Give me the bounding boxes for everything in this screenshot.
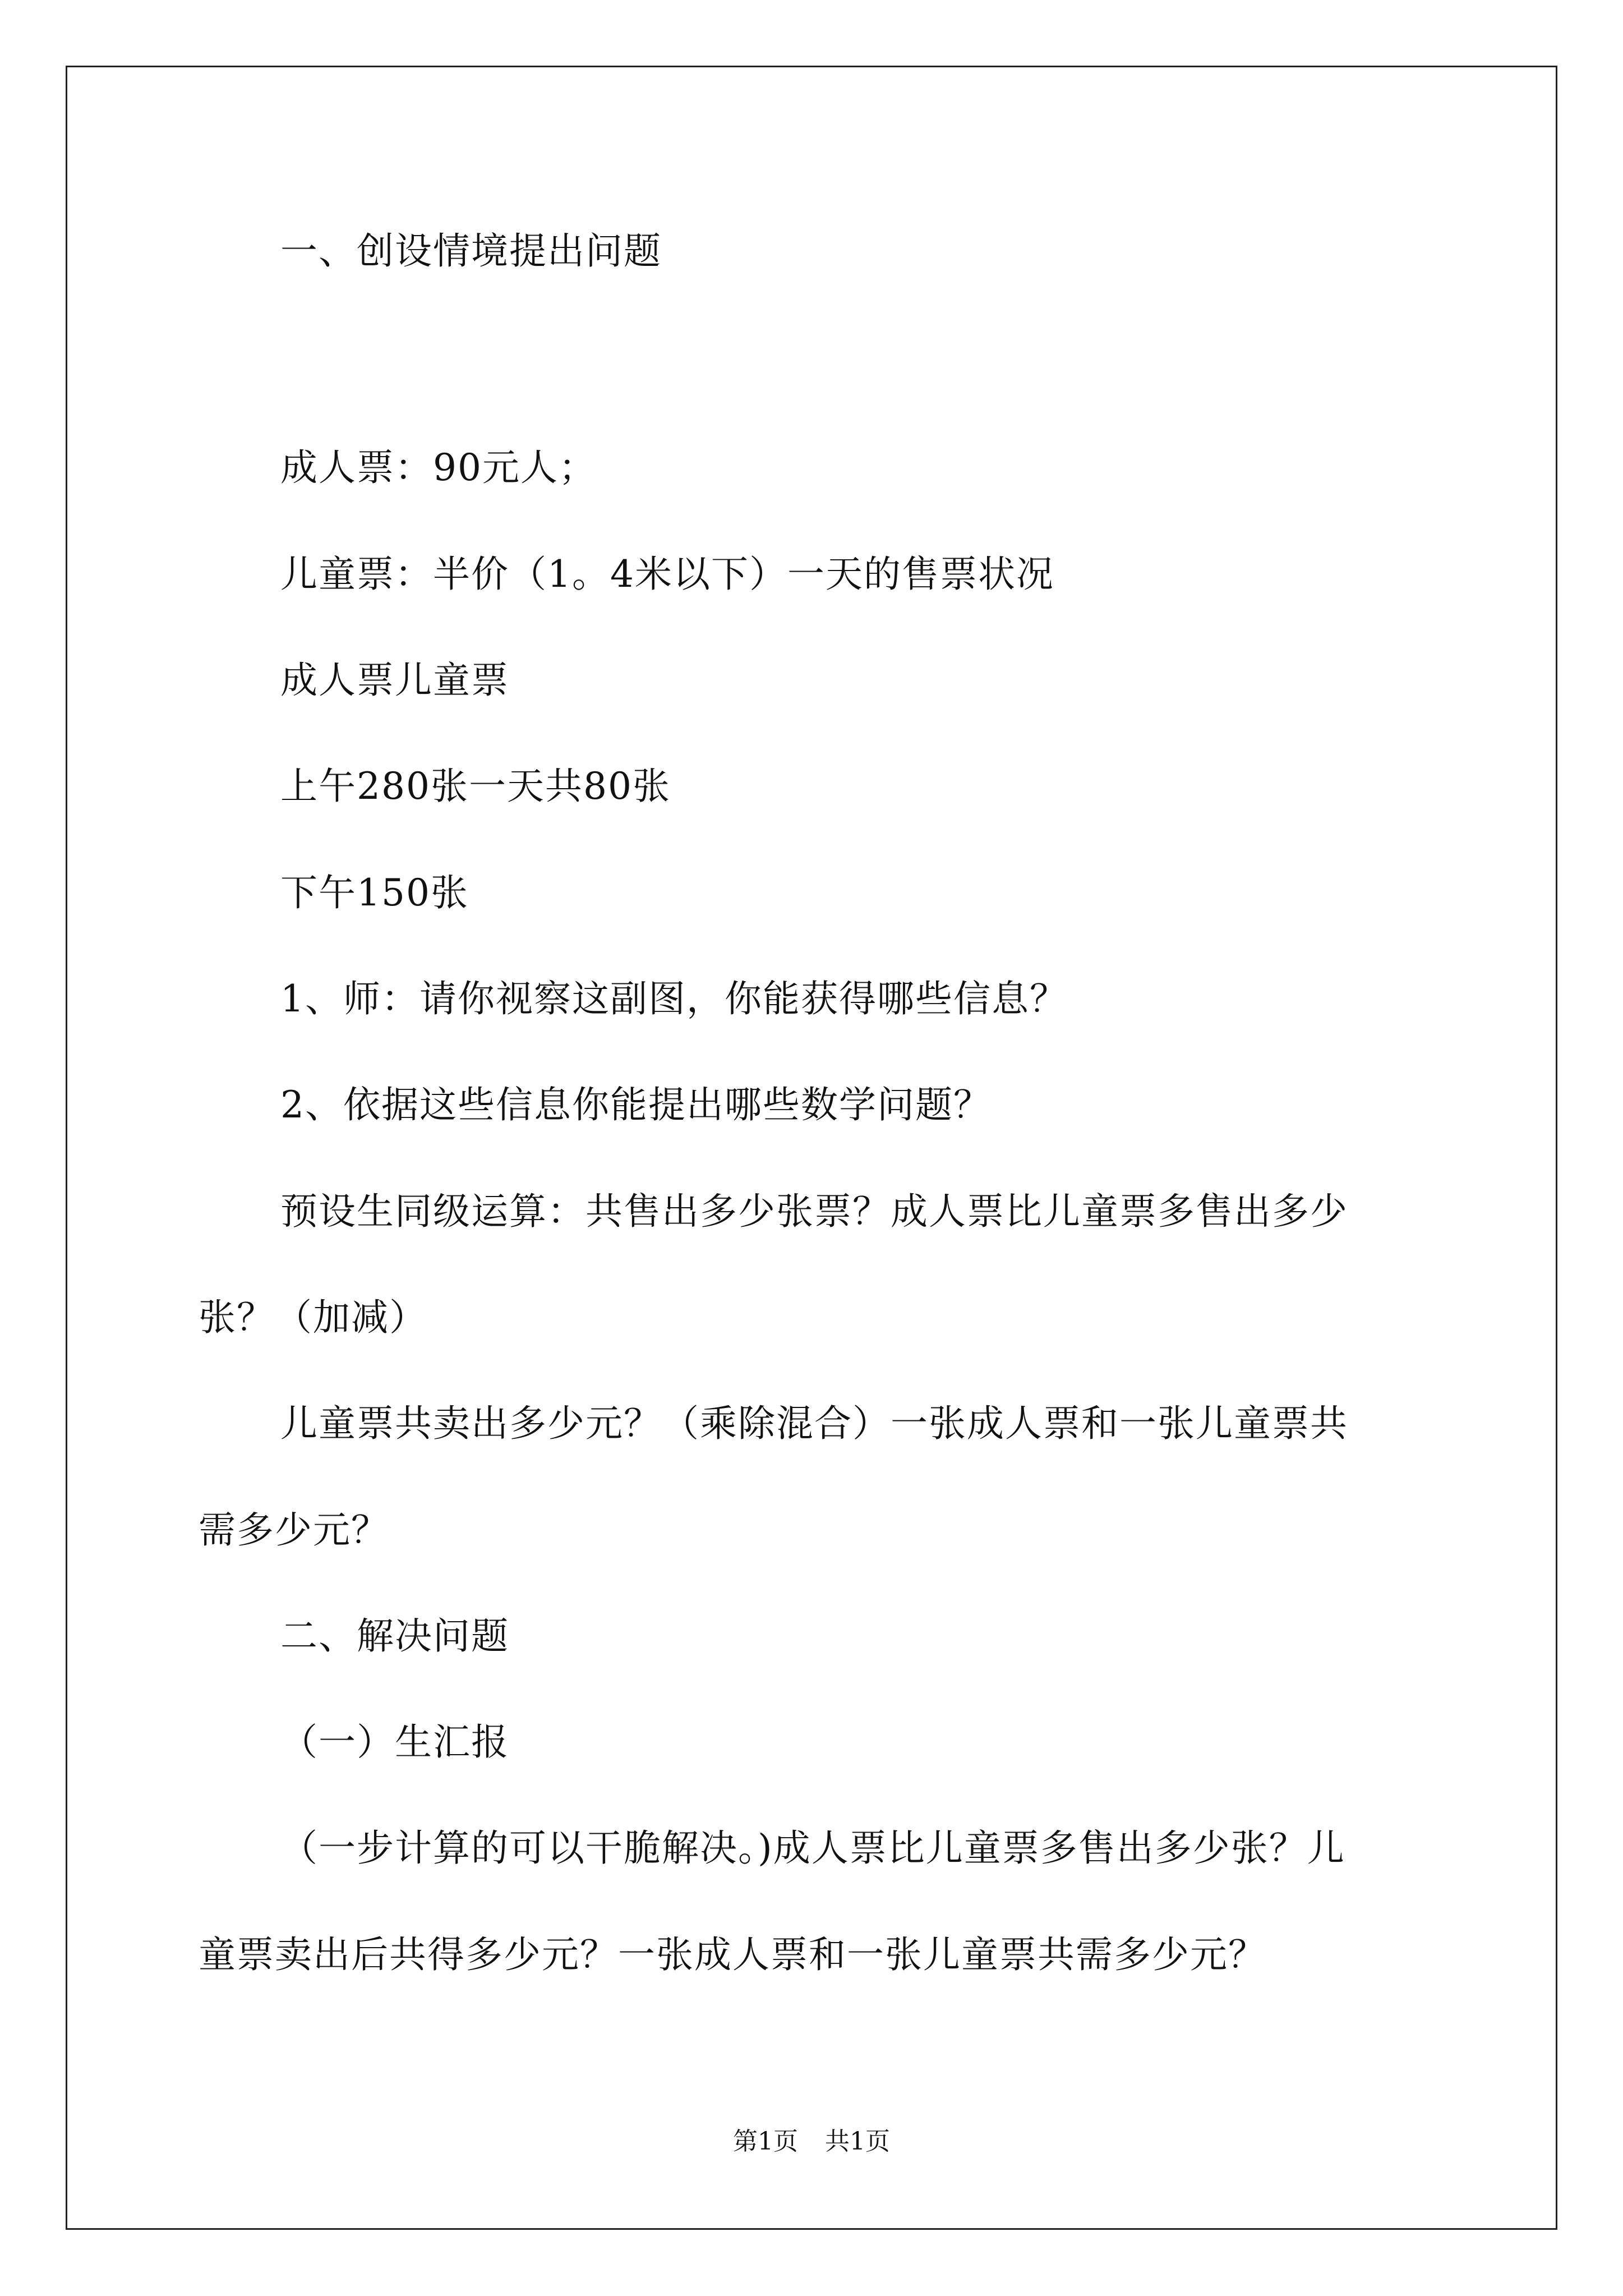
paragraph-afternoon: 下午150张 — [280, 871, 469, 914]
page-border — [66, 66, 1557, 2230]
section-heading-1: 一、创设情境提出问题 — [280, 229, 662, 273]
paragraph-adult-ticket: 成人票：90元人； — [280, 446, 597, 489]
paragraph-ticket-headers: 成人票儿童票 — [280, 659, 509, 702]
paragraph-child-sales-line-2: 需多少元？ — [199, 1508, 389, 1552]
paragraph-question-1: 1、师：请你视察这副图，你能获得哪些信息？ — [280, 977, 1068, 1020]
paragraph-child-sales-line-1: 儿童票共卖出多少元？（乘除混合）一张成人票和一张儿童票共 — [280, 1402, 1348, 1445]
paragraph-one-step-line-2: 童票卖出后共得多少元？一张成人票和一张儿童票共需多少元？ — [199, 1933, 1266, 1976]
paragraph-child-ticket: 儿童票：半价（1。4米以下）一天的售票状况 — [280, 553, 1054, 596]
page-number: 第1页 — [733, 2127, 798, 2156]
section-heading-2: 二、解决问题 — [280, 1614, 509, 1658]
subsection-heading: （一）生汇报 — [280, 1720, 509, 1764]
paragraph-preset-line-2: 张？（加减） — [199, 1296, 427, 1339]
paragraph-one-step-line-1: （一步计算的可以干脆解决。)成人票比儿童票多售出多少张？儿 — [280, 1826, 1345, 1870]
paragraph-question-2: 2、依据这些信息你能提出哪些数学问题？ — [280, 1083, 992, 1126]
page-total: 共1页 — [825, 2127, 890, 2156]
paragraph-preset-line-1: 预设生同级运算：共售出多少张票？成人票比儿童票多售出多少 — [280, 1190, 1348, 1233]
page-footer — [0, 2126, 1623, 2157]
paragraph-morning: 上午280张一天共80张 — [280, 765, 671, 808]
